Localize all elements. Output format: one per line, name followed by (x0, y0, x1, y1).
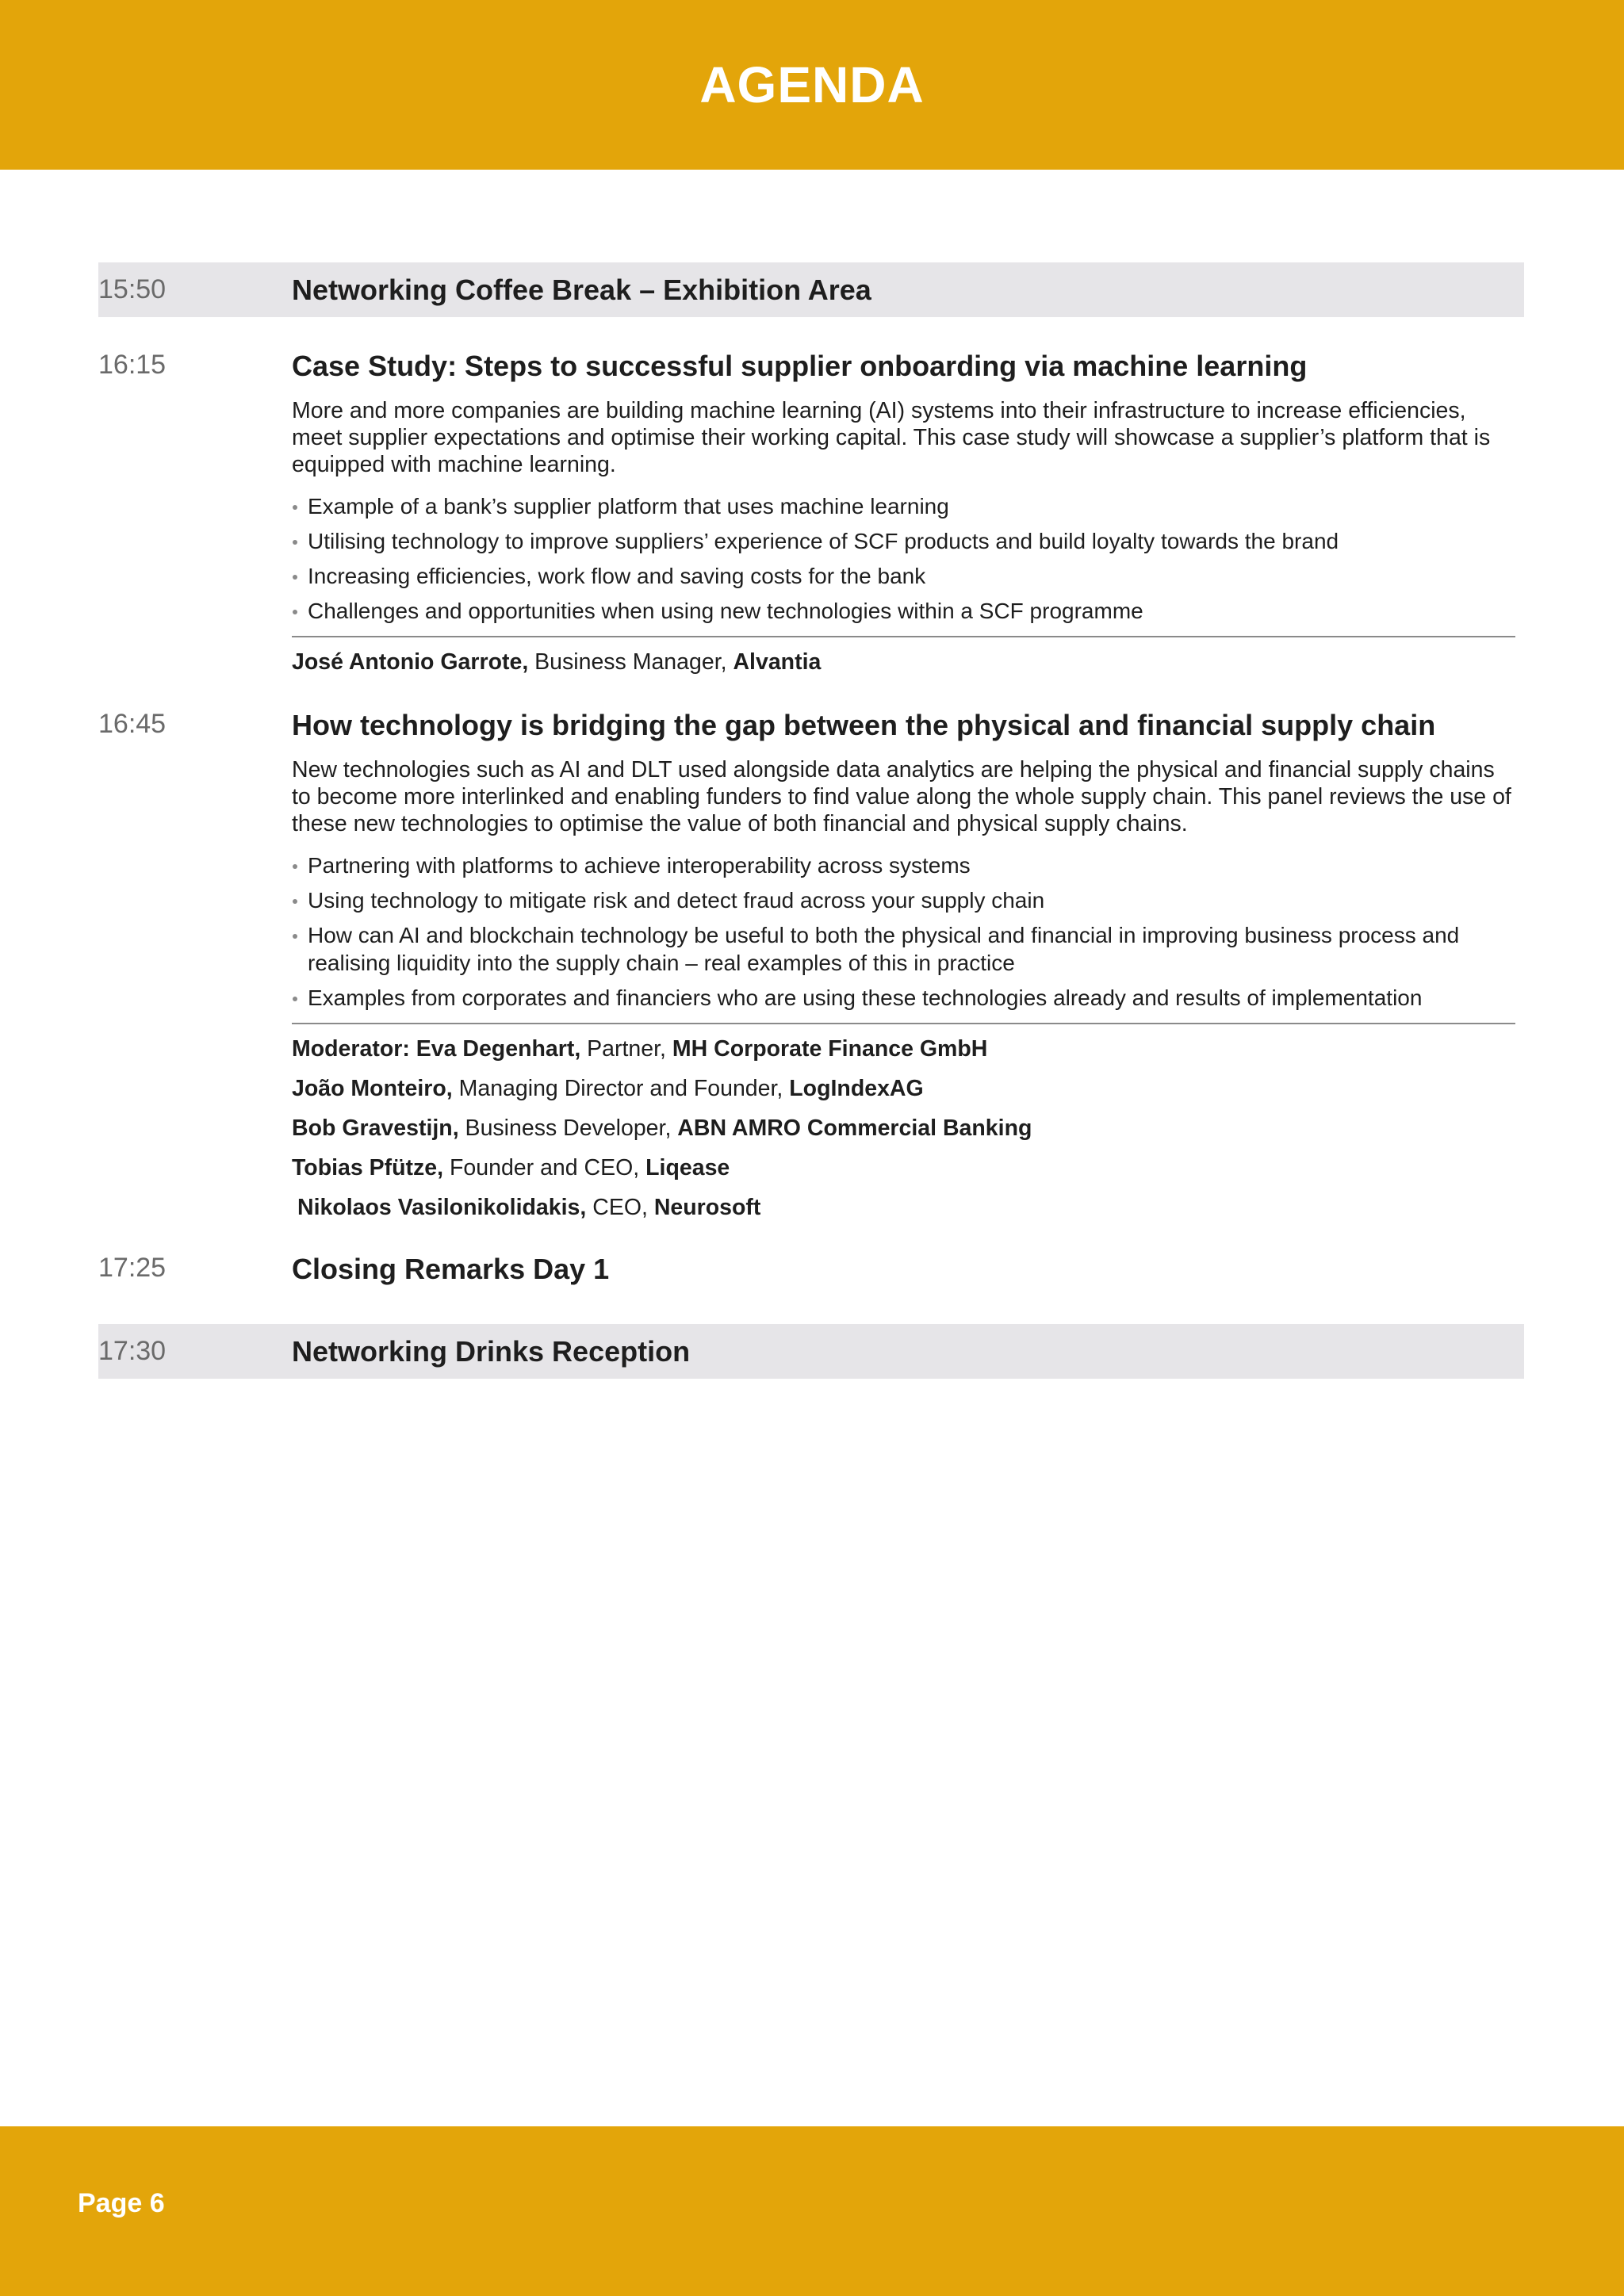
speaker-line (292, 1115, 1524, 1142)
session-time: 16:15 (98, 350, 167, 380)
bullet-item: Utilising technology to improve suppliers’ experience of SCF products and build loyalty towards the brand (292, 527, 1524, 555)
speaker-role: Business Manager, (528, 649, 733, 675)
agenda-item-coffee-break (98, 262, 1524, 317)
bullet-item: Challenges and opportunities when using new technologies within a SCF programme (292, 597, 1524, 625)
speaker-name: Bob Gravestijn, (292, 1115, 459, 1141)
speaker-line (292, 1075, 1524, 1102)
bullet-item: Partnering with platforms to achieve interoperability across systems (292, 851, 1524, 879)
session-time: 17:30 (98, 1336, 167, 1366)
speaker-org: ABN AMRO Commercial Banking (677, 1115, 1032, 1141)
speaker-org: LogIndexAG (789, 1076, 924, 1101)
speaker-org: Liqease (645, 1155, 730, 1181)
session-title: Networking Drinks Reception (292, 1334, 691, 1368)
session-title: Networking Coffee Break – Exhibition Area (292, 273, 871, 306)
agenda-item-panel (98, 709, 1524, 1221)
speaker-role: Partner, (580, 1036, 672, 1062)
speaker-line (292, 1194, 1524, 1221)
speaker-line (292, 649, 1524, 675)
bullet-item: Increasing efficiencies, work flow and saving costs for the bank (292, 562, 1524, 590)
bullet-item: Using technology to mitigate risk and detect fraud across your supply chain (292, 886, 1524, 914)
speaker-name: Tobias Pfütze, (292, 1155, 444, 1181)
session-title: Case Study: Steps to successful supplier onboarding via machine learning (292, 350, 1308, 382)
speaker-role: Founder and CEO, (443, 1155, 646, 1181)
session-title: How technology is bridging the gap between the physical and financial supply chain (292, 709, 1436, 741)
page-footer (0, 2126, 1624, 2296)
session-bullets (292, 851, 1524, 1012)
page-header (0, 0, 1624, 170)
speaker-role: Managing Director and Founder, (452, 1076, 790, 1101)
page-number: Page 6 (78, 2188, 165, 2218)
agenda-list (98, 262, 1524, 1379)
speaker-org: MH Corporate Finance GmbH (672, 1036, 988, 1062)
divider (292, 1023, 1515, 1024)
speaker-name: José Antonio Garrote, (292, 649, 529, 675)
speaker-org: Alvantia (733, 649, 822, 675)
agenda-item-case-study (98, 350, 1524, 675)
session-title: Closing Remarks Day 1 (292, 1253, 610, 1285)
speaker-name: Nikolaos Vasilonikolidakis, (297, 1195, 587, 1220)
bullet-item: Example of a bank’s supplier platform that uses machine learning (292, 492, 1524, 520)
agenda-item-drinks-reception (98, 1324, 1524, 1379)
agenda-item-closing-remarks (98, 1253, 1524, 1286)
page-title: AGENDA (699, 56, 925, 113)
session-description: New technologies such as AI and DLT used alongside data analytics are helping the physical and financial supply chains to become more interlinked and enabling funders to find value along the whole supply chain. This panel reviews the use of these new technologies to optimise the value of both financial and physical supply chains. (292, 757, 1511, 836)
speaker-role: Business Developer, (458, 1115, 678, 1141)
session-description: More and more companies are building machine learning (AI) systems into their infrastructure to increase efficiencies, meet supplier expectations and optimise their working capital. This case study will showcase a supplier’s platform that is equipped with machine learning. (292, 398, 1491, 477)
speaker-org: Neurosoft (653, 1195, 761, 1220)
speaker-line (292, 1035, 1524, 1062)
divider (292, 636, 1515, 637)
speaker-line (292, 1154, 1524, 1181)
session-bullets (292, 492, 1524, 625)
session-time: 17:25 (98, 1253, 167, 1283)
speaker-name: João Monteiro, (292, 1076, 453, 1101)
session-time: 15:50 (98, 274, 167, 304)
speaker-name: Moderator: Eva Degenhart, (292, 1036, 581, 1062)
bullet-item: Examples from corporates and financiers who are using these technologies already and results of implementation (292, 984, 1524, 1012)
bullet-item: How can AI and blockchain technology be useful to both the physical and financial in improving business process and realising liquidity into the supply chain – real examples of this in practice (292, 921, 1524, 977)
speaker-role: CEO, (586, 1195, 654, 1220)
session-time: 16:45 (98, 709, 167, 739)
